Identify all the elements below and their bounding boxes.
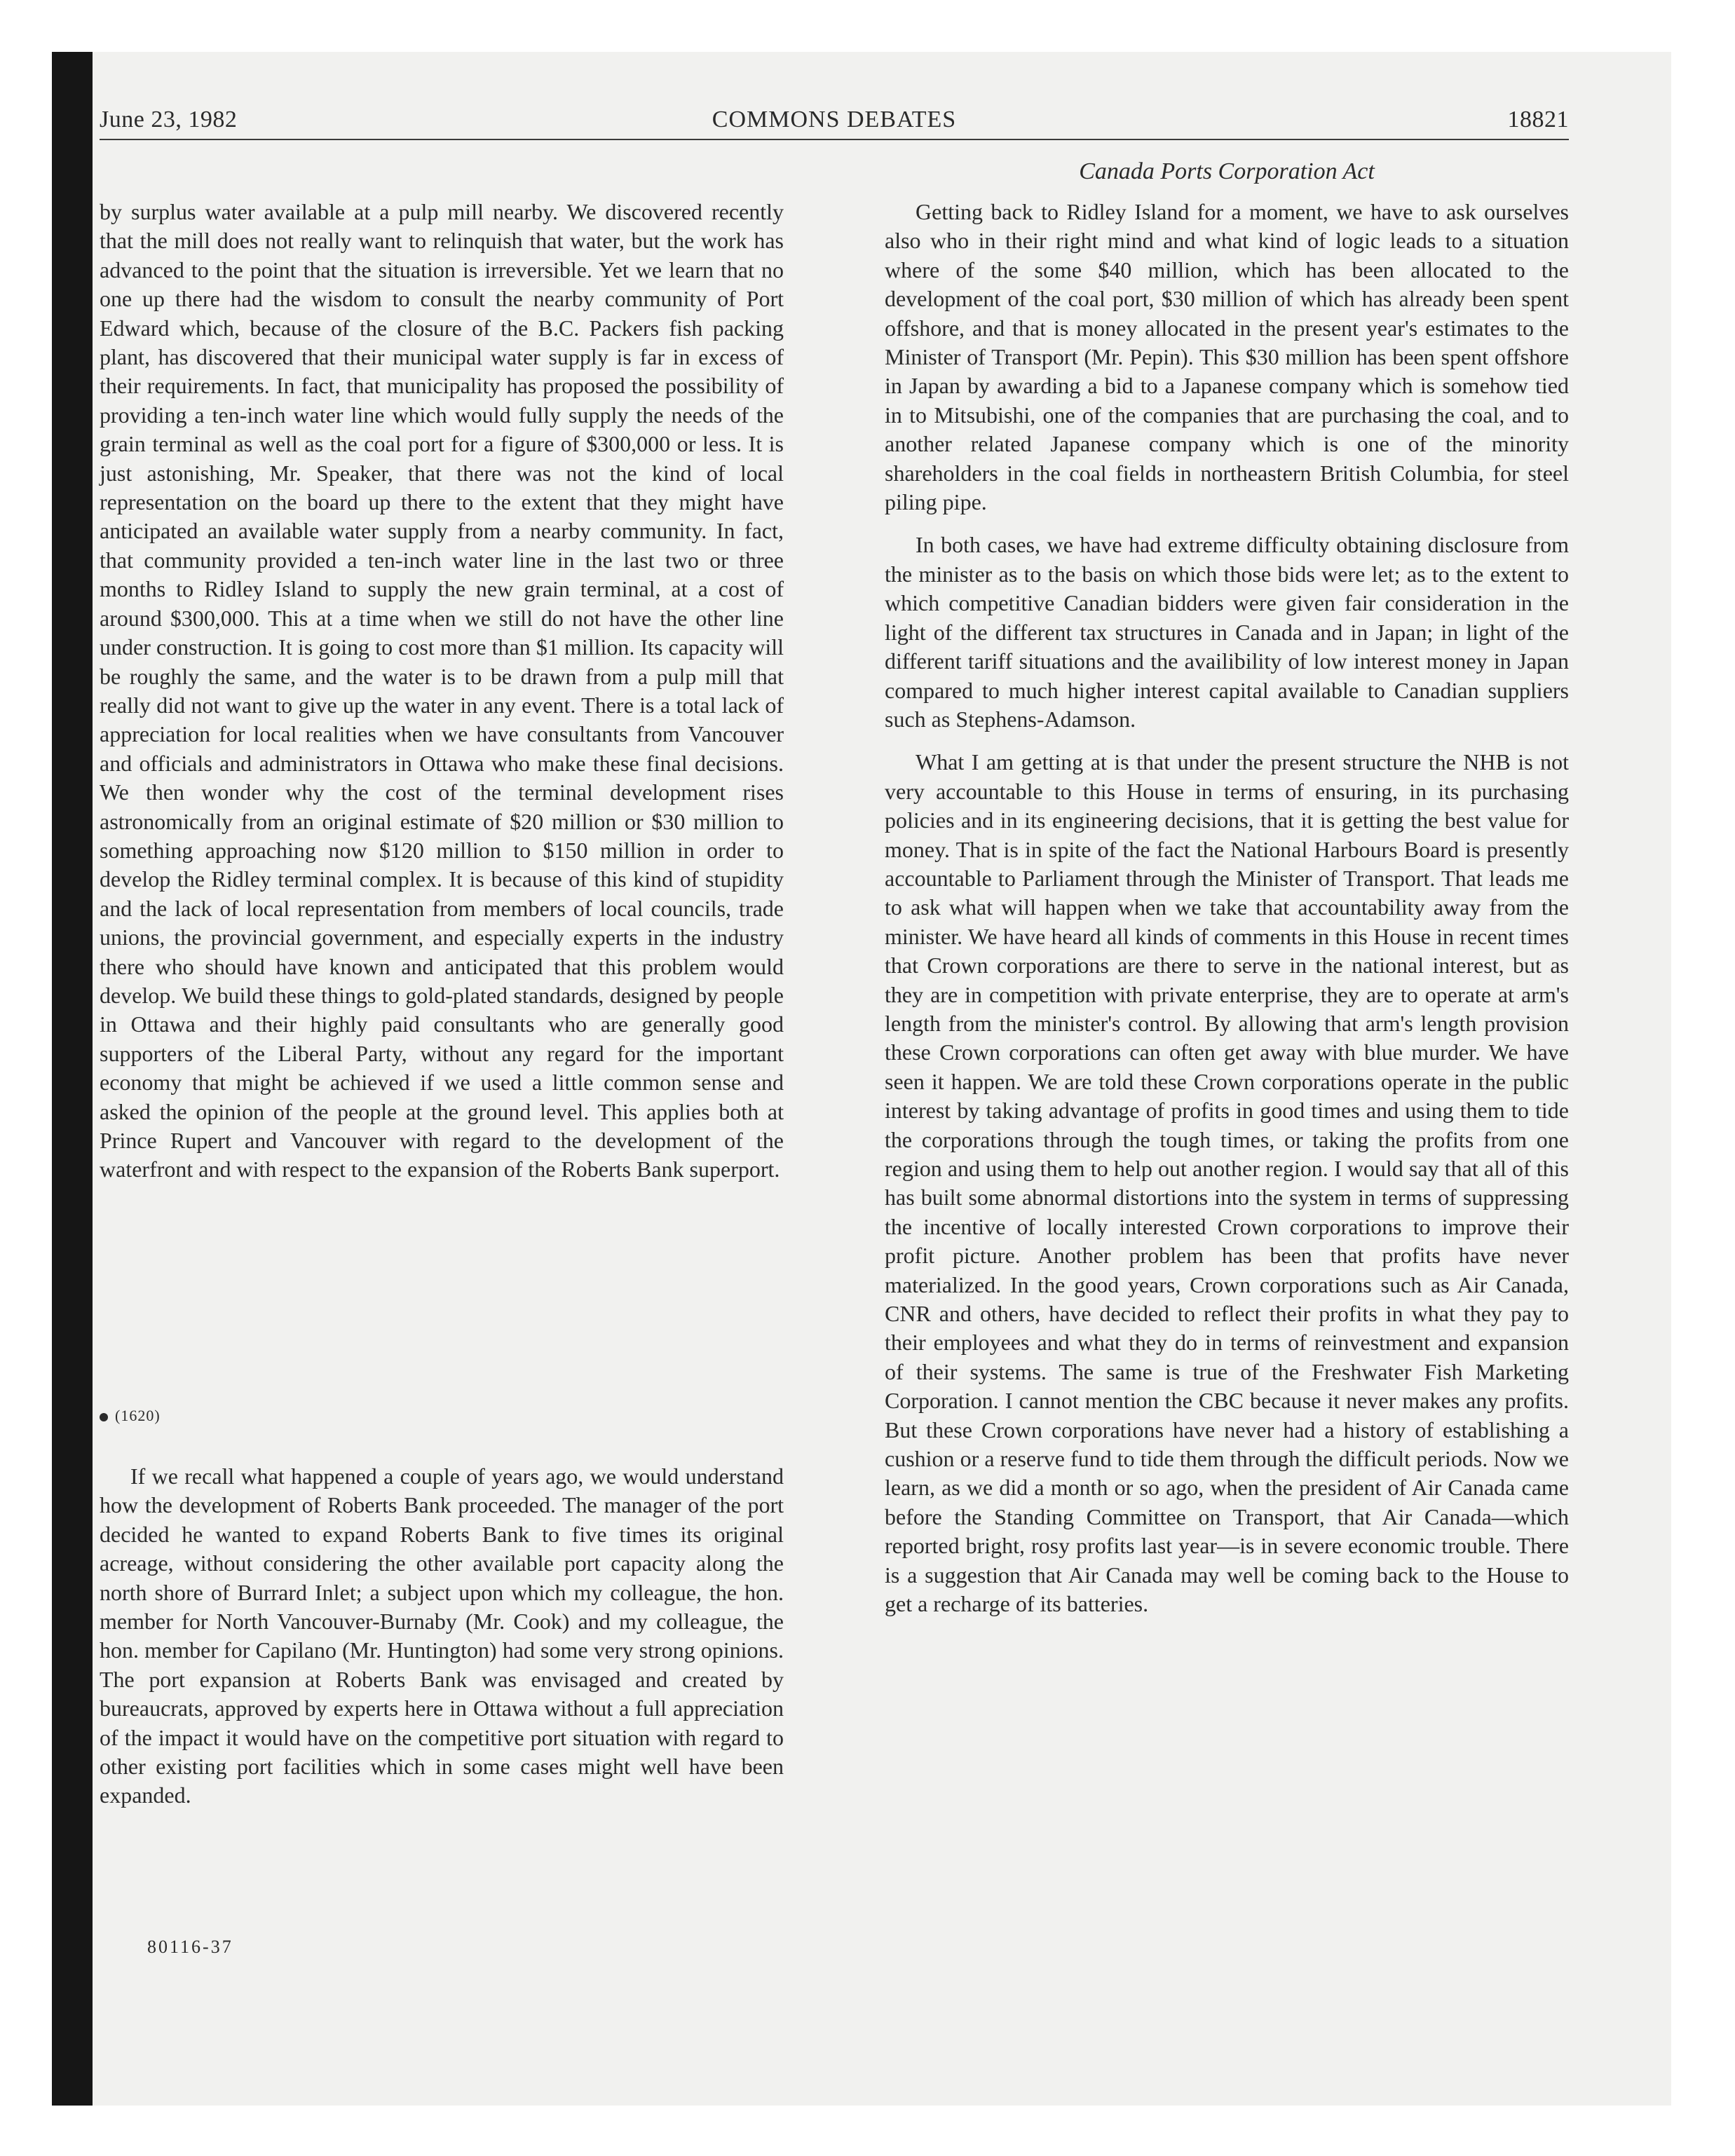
section-title: Canada Ports Corporation Act [1079,158,1375,184]
left-paragraph-1: by surplus water available at a pulp mill nearby. We discovered recently that the mill does not really want to relinquish that water, but the work has advanced to the point that the situation is irreversible. Yet we learn that no one up there had the wisdom to consult the nearby community of Port Edward which, because of the closure of the B.C. Packers fish packing plant, has discovered that their municipal water supply is far in excess of their requirements. In fact, that municipality has proposed the possibility of providing a ten-inch water line which would fully supply the needs of the grain terminal as well as the coal port for a figure of $300,000 or less. It is just astonishing, Mr. Speaker, that there was not the kind of local representation on the board up there to the extent that they might have anticipated an available water supply from a nearby community. In fact, that community provided a ten-inch water line in the last two or three months to Ridley Island to supply the new grain terminal, at a cost of around $300,000. This at a time when we still do not have the other line under construction. It is going to cost more than $1 million. Its capacity will be roughly the same, and the water is to be drawn from a pulp mill that really did not want to give up the water in any event. There is a total lack of appreciation for local realities when we have consultants from Vancouver and officials and administrators in Ottawa who make these final decisions. We then wonder why the cost of the terminal development rises astronomically from an original estimate of $20 million or $30 million to something approaching now $120 million to $150 million in order to develop the Ridley terminal complex. It is because of this kind of stupidity and the lack of local representation from members of local councils, trade unions, the provincial government, and especially experts in the industry there who should have known and anticipated that this problem would develop. We build these things to gold-plated standards, designed by people in Ottawa and their highly paid consultants who are generally good supporters of the Liberal Party, without any regard for the important economy that might be achieved if we used a little common sense and asked the opinion of the people at the ground level. This applies both at Prince Rupert and Vancouver with regard to the development of the waterfront and with respect to the expansion of the Roberts Bank superport. [100,199,784,1182]
right-paragraph-1: Getting back to Ridley Island for a moment, we have to ask ourselves also who in their right mind and what kind of logic leads to a situation where of the some $40 million, which has been allocated to the development of the coal port, $30 million of which has already been spent offshore, and that is money allocated in the present year's estimates to the Minister of Transport (Mr. Pepin). This $30 million has been spent offshore in Japan by awarding a bid to a Japanese company which is somehow tied in to Mitsubishi, one of the companies that are purchasing the coal, and to another related Japanese company which is one of the minority shareholders in the coal fields in northeastern British Columbia, for steel piling pipe. [885,199,1569,515]
right-paragraph-2: In both cases, we have had extreme difficulty obtaining disclosure from the minister as to the basis on which those bids were let; as to the extent to which competitive Canadian bidders were given fair consideration in the light of the different tax structures in Canada and in Japan; in light of the different tariff situations and the availibility of low interest money in Japan compared to much higher interest capital available to Canadian suppliers such as Stephens-Adamson. [885,532,1569,732]
header-rule [100,139,1569,140]
page-header [100,104,1569,136]
right-column [885,198,1569,1619]
header-date: June 23, 1982 [100,107,238,132]
left-column [100,198,784,1185]
left-paragraph-2: If we recall what happened a couple of years ago, we would understand how the development of Roberts Bank proceeded. The manager of the port decided he wanted to expand Roberts Bank to five times its original acreage, without considering the other available port capacity along the north shore of Burrard Inlet; a subject upon which my colleague, the hon. member for North Vancouver-Burnaby (Mr. Cook) and my colleague, the hon. member for Capilano (Mr. Huntington) had some very strong opinions. The port expansion at Roberts Bank was envisaged and created by bureaucrats, approved by experts here in Ottawa without a full appreciation of the impact it would have on the competitive port situation with regard to other existing port facilities which in some cases might well have been expanded. [100,1464,784,1808]
left-column-lower [100,1462,784,1810]
binding-edge [52,52,93,2106]
time-marker-label: (1620) [115,1407,161,1424]
print-code: 80116-37 [147,1937,233,1957]
header-publication: COMMONS DEBATES [712,107,957,132]
bullet-icon [100,1413,108,1421]
time-marker [100,1402,161,1430]
header-page-number: 18821 [1507,107,1569,132]
right-paragraph-3: What I am getting at is that under the present structure the NHB is not very accountable to this House in terms of ensuring, in its purchasing policies and in its engineering decisions, that it is getting the best value for money. That is in spite of the fact the National Harbours Board is presently accountable to Parliament through the Minister of Transport. That leads me to ask what will happen when we take that accountability away from the minister. We have heard all kinds of comments in this House in recent times that Crown corporations are there to serve in the national interest, but as they are in competition with private enterprise, they are to operate at arm's length from the minister's control. By allowing that arm's length provision these Crown corporations can often get away with blue murder. We have seen it happen. We are told these Crown corporations operate in the public interest by taking advantage of profits in good times and using them to tide the corporations through the tough times, or taking the profits from one region and using them to help out another region. I would say that all of this has built some abnormal distortions into the system in terms of suppressing the incentive of locally interested Crown corporations to improve their profit picture. Another problem has been that profits have never materialized. In the good years, Crown corporations such as Air Canada, CNR and others, have decided to reflect their profits in what they pay to their employees and what they do in terms of reinvestment and expansion of their systems. The same is true of the Freshwater Fish Marketing Corporation. I cannot mention the CBC because it never makes any profits. But these Crown corporations have never had a history of establishing a cushion or a reserve fund to tide them through the difficult periods. Now we learn, as we did a month or so ago, when the president of Air Canada came before the Standing Committee on Transport, that Air Canada—which reported bright, rosy profits last year—is in severe economic trouble. There is a suggestion that Air Canada may well be coming back to the House to get a recharge of its batteries. [885,749,1569,1617]
